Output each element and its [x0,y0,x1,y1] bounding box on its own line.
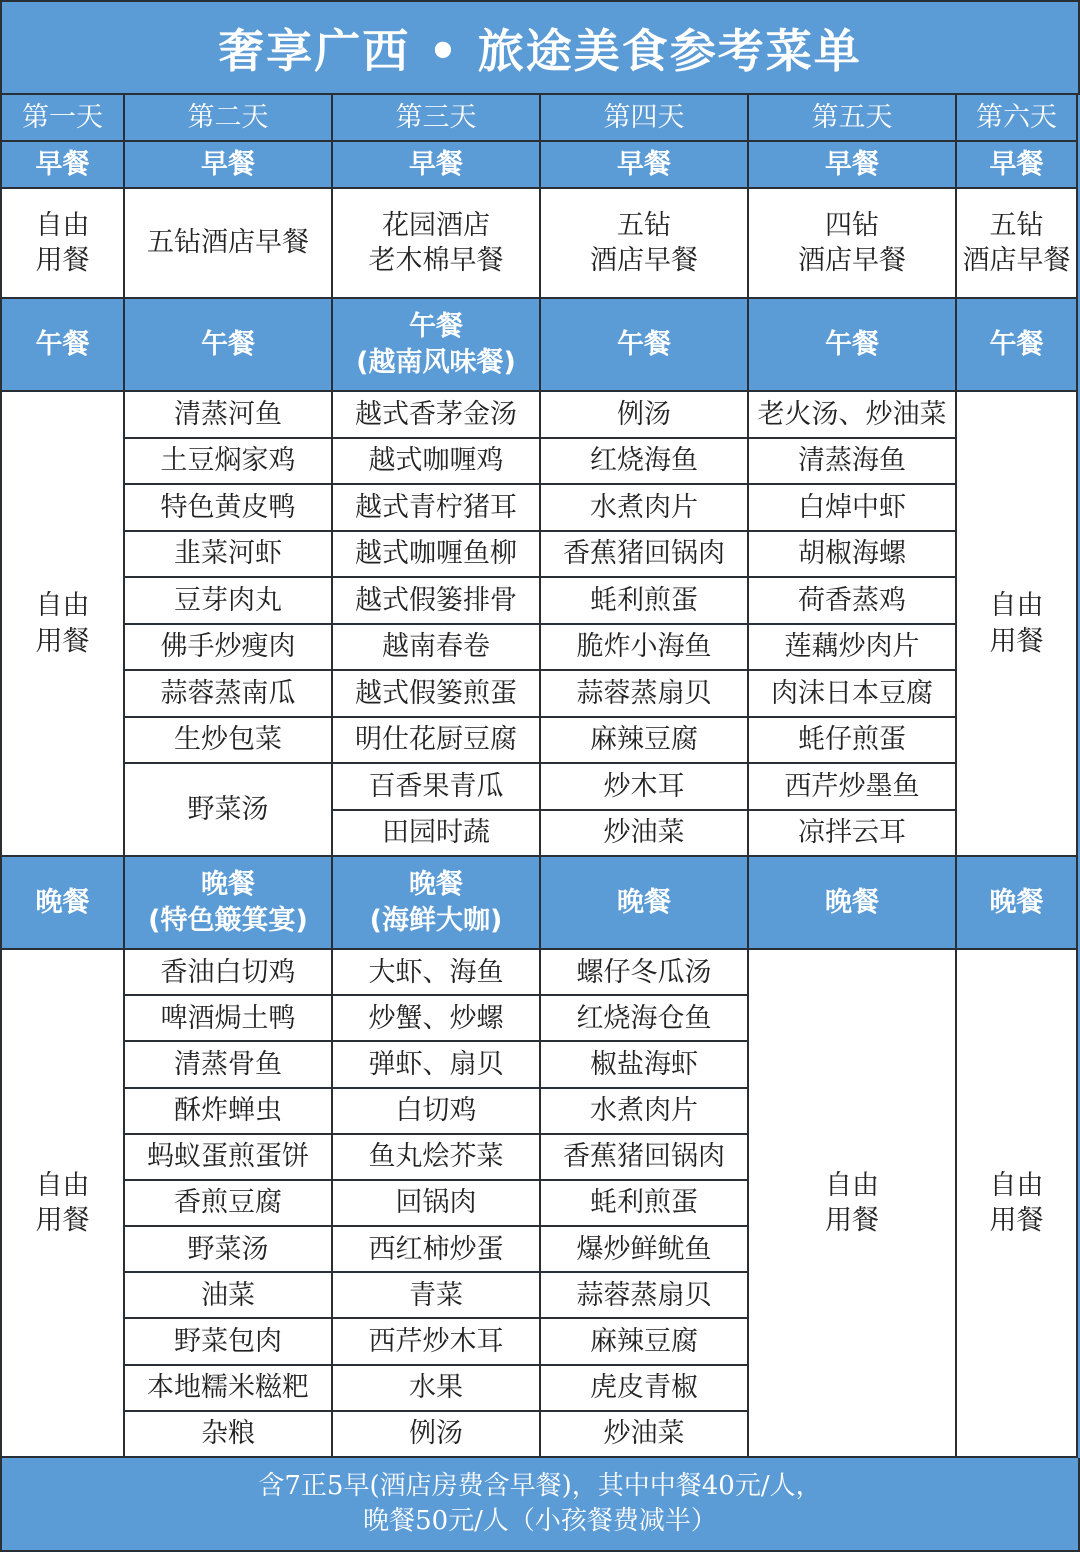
dinner-dish: 弹虾、扇贝 [333,1042,541,1088]
lunch-dish: 越式青柠猪耳 [333,485,541,532]
lunch-dish: 胡椒海螺 [749,532,957,579]
dinner-dish: 蒜蓉蒸扇贝 [541,1273,749,1319]
breakfast-item: 五钻酒店早餐 [125,189,333,299]
dinner-dish: 本地糯米糍粑 [125,1366,333,1412]
lunch-dish: 佛手炒瘦肉 [125,625,333,672]
lunch-header: 午餐 (越南风味餐) [333,299,541,392]
day-header: 第五天 [749,95,957,142]
lunch-dish: 豆芽肉丸 [125,578,333,625]
dinner-dish: 油菜 [125,1273,333,1319]
lunch-dish: 越式假篓煎蛋 [333,671,541,718]
breakfast-header: 早餐 [2,142,125,189]
breakfast-header: 早餐 [333,142,541,189]
menu-title: 奢享广西 • 旅途美食参考菜单 [0,0,1080,95]
dinner-dish: 虎皮青椒 [541,1366,749,1412]
lunch-dish: 野菜汤 [125,764,333,857]
lunch-header: 午餐 [749,299,957,392]
lunch-dish: 越式香茅金汤 [333,392,541,439]
dinner-dish: 蚝利煎蛋 [541,1181,749,1227]
dinner-dish: 炒蟹、炒螺 [333,996,541,1042]
lunch-dish: 莲藕炒肉片 [749,625,957,672]
dinner-dish: 例汤 [333,1412,541,1458]
lunch-header: 午餐 [541,299,749,392]
breakfast-item: 五钻 酒店早餐 [541,189,749,299]
dinner-dish: 野菜汤 [125,1227,333,1273]
dinner-dish: 爆炒鲜鱿鱼 [541,1227,749,1273]
lunch-dish: 蚝利煎蛋 [541,578,749,625]
breakfast-header: 早餐 [541,142,749,189]
lunch-dish: 脆炸小海鱼 [541,625,749,672]
dinner-dish: 西芹炒木耳 [333,1319,541,1365]
dinner-free-meal: 自由 用餐 [2,950,125,1458]
lunch-dish: 红烧海鱼 [541,439,749,486]
dinner-dish: 螺仔冬瓜汤 [541,950,749,996]
lunch-dish: 越式咖喱鸡 [333,439,541,486]
lunch-dish: 麻辣豆腐 [541,718,749,765]
day-header: 第四天 [541,95,749,142]
day-header: 第六天 [957,95,1078,142]
lunch-dish: 田园时蔬 [333,811,541,858]
dinner-dish: 麻辣豆腐 [541,1319,749,1365]
breakfast-item: 四钻 酒店早餐 [749,189,957,299]
dinner-header: 晚餐 [2,857,125,950]
day-header: 第二天 [125,95,333,142]
dinner-dish: 酥炸蝉虫 [125,1089,333,1135]
footer-note: 含7正5早(酒店房费含早餐)，其中中餐40元/人， 晚餐50元/人（小孩餐费减半） [0,1458,1080,1552]
lunch-dish: 老火汤、炒油菜 [749,392,957,439]
dinner-dish: 椒盐海虾 [541,1042,749,1088]
dinner-dish: 杂粮 [125,1412,333,1458]
dinner-dish: 鱼丸烩芥菜 [333,1135,541,1181]
breakfast-item: 五钻 酒店早餐 [957,189,1078,299]
lunch-dish: 蒜蓉蒸南瓜 [125,671,333,718]
dinner-free-meal: 自由 用餐 [957,950,1078,1458]
dinner-dish: 香煎豆腐 [125,1181,333,1227]
dinner-dish: 青菜 [333,1273,541,1319]
lunch-dish: 韭菜河虾 [125,532,333,579]
dinner-header: 晚餐 [957,857,1078,950]
dinner-dish: 水煮肉片 [541,1089,749,1135]
lunch-dish: 水煮肉片 [541,485,749,532]
dinner-dish: 炒油菜 [541,1412,749,1458]
breakfast-item: 花园酒店 老木棉早餐 [333,189,541,299]
breakfast-header: 早餐 [125,142,333,189]
dinner-header: 晚餐 [749,857,957,950]
lunch-dish: 蒜蓉蒸扇贝 [541,671,749,718]
dinner-dish: 香蕉猪回锅肉 [541,1135,749,1181]
lunch-dish: 炒油菜 [541,811,749,858]
lunch-free-meal: 自由 用餐 [2,392,125,857]
day-header: 第三天 [333,95,541,142]
dinner-dish: 野菜包肉 [125,1319,333,1365]
lunch-dish: 土豆焖家鸡 [125,439,333,486]
lunch-dish: 明仕花厨豆腐 [333,718,541,765]
lunch-dish: 清蒸河鱼 [125,392,333,439]
breakfast-header: 早餐 [749,142,957,189]
lunch-dish: 百香果青瓜 [333,764,541,811]
dinner-header: 晚餐 [541,857,749,950]
lunch-dish: 凉拌云耳 [749,811,957,858]
lunch-dish: 清蒸海鱼 [749,439,957,486]
lunch-dish: 越南春卷 [333,625,541,672]
lunch-dish: 肉沫日本豆腐 [749,671,957,718]
dinner-dish: 蚂蚁蛋煎蛋饼 [125,1135,333,1181]
lunch-dish: 特色黄皮鸭 [125,485,333,532]
dinner-header: 晚餐 (海鲜大咖) [333,857,541,950]
dinner-dish: 西红柿炒蛋 [333,1227,541,1273]
lunch-dish: 例汤 [541,392,749,439]
lunch-dish: 炒木耳 [541,764,749,811]
dinner-dish: 清蒸骨鱼 [125,1042,333,1088]
lunch-dish: 荷香蒸鸡 [749,578,957,625]
lunch-dish: 蚝仔煎蛋 [749,718,957,765]
dinner-dish: 大虾、海鱼 [333,950,541,996]
lunch-dish: 越式咖喱鱼柳 [333,532,541,579]
dinner-dish: 水果 [333,1366,541,1412]
dinner-dish: 香油白切鸡 [125,950,333,996]
day-header: 第一天 [2,95,125,142]
dinner-free-meal: 自由 用餐 [749,950,957,1458]
lunch-free-meal: 自由 用餐 [957,392,1078,857]
lunch-header: 午餐 [2,299,125,392]
breakfast-item: 自由 用餐 [2,189,125,299]
dinner-dish: 白切鸡 [333,1089,541,1135]
lunch-header: 午餐 [125,299,333,392]
lunch-header: 午餐 [957,299,1078,392]
lunch-dish: 越式假篓排骨 [333,578,541,625]
breakfast-header: 早餐 [957,142,1078,189]
lunch-dish: 西芹炒墨鱼 [749,764,957,811]
lunch-dish: 生炒包菜 [125,718,333,765]
lunch-dish: 香蕉猪回锅肉 [541,532,749,579]
dinner-dish: 回锅肉 [333,1181,541,1227]
dinner-dish: 啤酒焗土鸭 [125,996,333,1042]
lunch-dish: 白焯中虾 [749,485,957,532]
dinner-header: 晚餐 (特色簸箕宴) [125,857,333,950]
dinner-dish: 红烧海仓鱼 [541,996,749,1042]
